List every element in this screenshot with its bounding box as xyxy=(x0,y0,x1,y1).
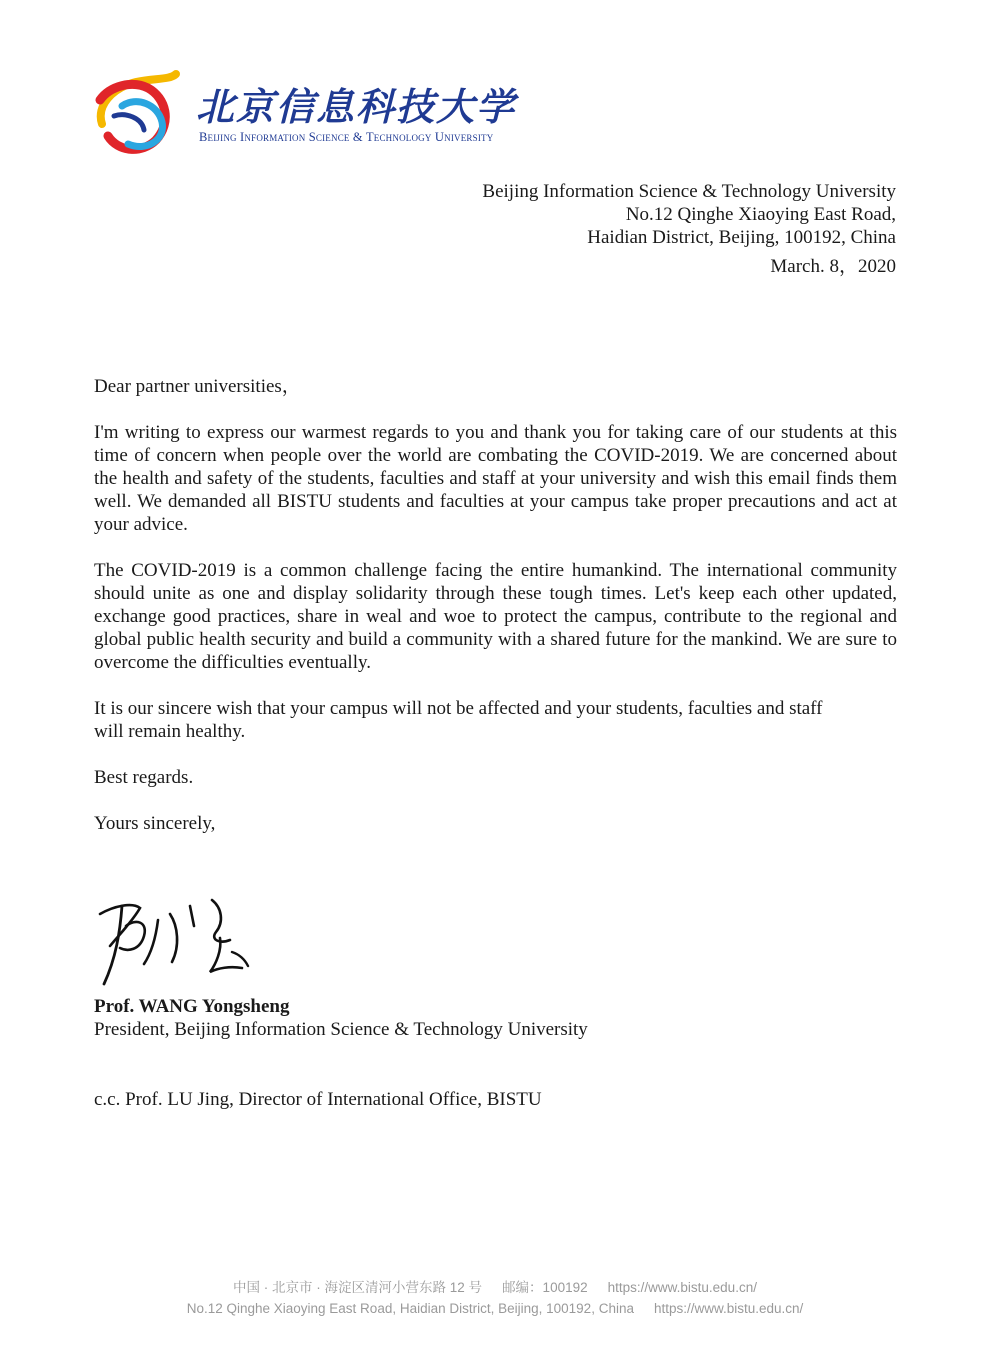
footer-address-en: No.12 Qinghe Xiaoying East Road, Haidian District, Beijing, 100192, China xyxy=(186,1301,634,1316)
letter-paragraph: I'm writing to express our warmest regards to you and thank you for taking care of our students at this time of concern when people over the world are combating the COVID-2019. We are concerned about the health and safety of the students, faculties and staff at your university and wish this email finds them well. We demanded all BISTU students and faculties at your campus take proper precautions and act at your advice. xyxy=(94,422,897,535)
university-name-english: Beijing Information Science & Technology University xyxy=(199,130,494,144)
university-emblem-icon xyxy=(92,66,188,158)
handwritten-signature xyxy=(92,892,272,990)
carbon-copy-line: c.c. Prof. LU Jing, Director of International Office, BISTU xyxy=(94,1089,542,1110)
address-line: Haidian District, Beijing, 100192, China xyxy=(587,227,896,248)
signer-name: Prof. WANG Yongsheng xyxy=(94,996,290,1017)
letter-paragraph: The COVID-2019 is a common challenge facing the entire humankind. The international community should unite as one and display solidarity through these tough times. Let's keep each other updated, exchange good practices, share in weal and woe to protect the campus, contribute to the regional and global public health security and build a community with a shared future for the mankind. We are sure to overcome the difficulties eventually. xyxy=(94,560,897,673)
footer-line-english xyxy=(0,1298,990,1319)
letter-closing: Yours sincerely, xyxy=(94,813,216,834)
letter-footer xyxy=(0,1277,990,1319)
footer-website-link[interactable]: https://www.bistu.edu.cn/ xyxy=(607,1280,757,1295)
footer-postcode: 邮编：100192 xyxy=(502,1280,588,1295)
letter-body xyxy=(94,375,897,835)
letter-regards: Best regards. xyxy=(94,767,194,788)
letter-date: March. 8，2020 xyxy=(770,256,896,277)
letter-paragraph: It is our sincere wish that your campus will not be affected and your students, faculties and staff will remain healthy. xyxy=(94,698,823,742)
address-line: No.12 Qinghe Xiaoying East Road, xyxy=(625,204,896,225)
footer-address-cn: 中国 · 北京市 · 海淀区清河小营东路 12 号 xyxy=(233,1280,483,1295)
signer-title: President, Beijing Information Science & Technology University xyxy=(94,1019,588,1040)
university-logo xyxy=(92,66,522,162)
footer-website-link[interactable]: https://www.bistu.edu.cn/ xyxy=(653,1301,804,1316)
letter-greeting: Dear partner universities， xyxy=(94,376,301,397)
university-name-chinese: 北京信息科技大学 xyxy=(196,85,517,129)
footer-line-chinese xyxy=(0,1277,990,1298)
address-line: Beijing Information Science & Technology University xyxy=(482,181,896,202)
sender-address xyxy=(482,180,896,278)
signer-block xyxy=(94,995,588,1041)
